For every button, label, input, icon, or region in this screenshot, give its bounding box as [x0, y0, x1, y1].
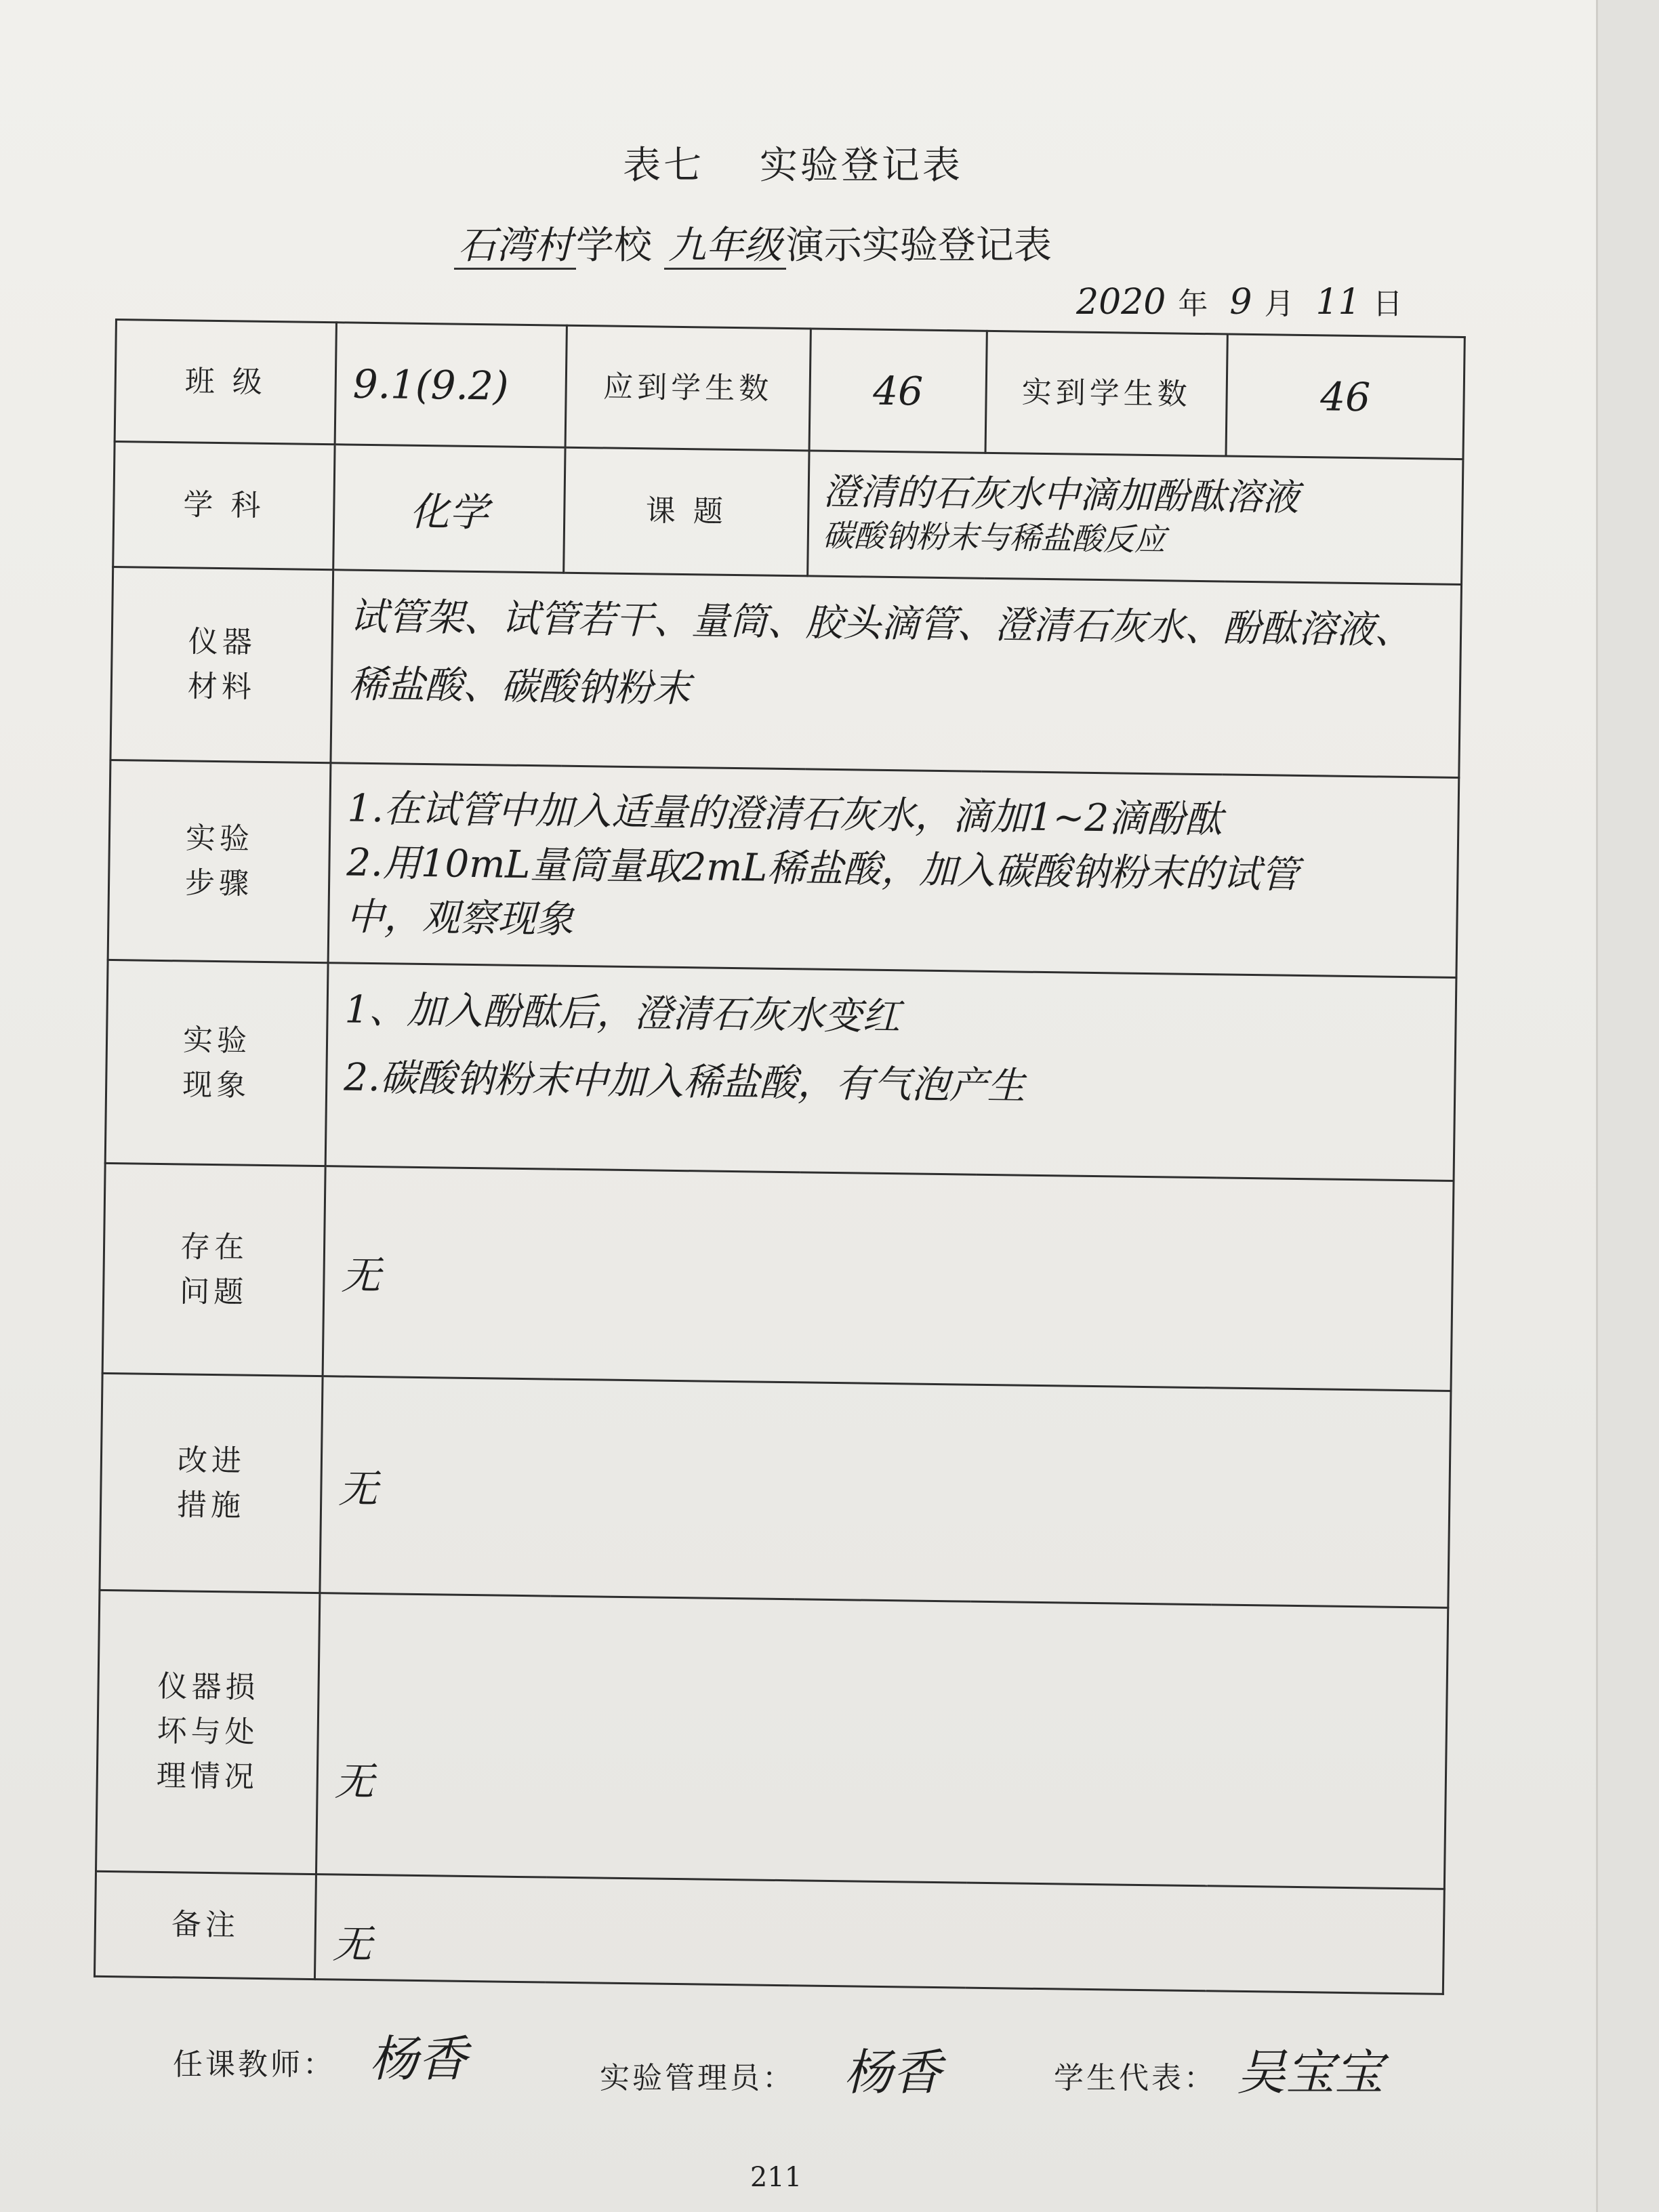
materials-label-line-1: 仪器 — [188, 624, 257, 660]
grade-value: 九年级 — [664, 224, 786, 270]
row-class — [115, 320, 1465, 459]
materials-label — [110, 567, 333, 762]
expected-students-label: 应到学生数 — [565, 325, 811, 451]
row-phenomena — [105, 960, 1456, 1181]
row-improvements — [100, 1373, 1451, 1607]
phenomena-line-1: 1、加入酚酞后，澄清石灰水变红 — [344, 987, 901, 1040]
steps-label-line-2: 步骤 — [184, 865, 253, 901]
date-year-label: 年 — [1178, 287, 1208, 321]
record-date — [1064, 279, 1403, 323]
materials-label-line-2: 材料 — [187, 669, 256, 705]
problems-label — [102, 1163, 325, 1376]
school-suffix: 学校 — [576, 224, 652, 268]
improvements-label — [100, 1373, 323, 1593]
signature-line — [173, 2026, 1528, 2108]
topic-line-2: 碳酸钠粉末与稀盐酸反应 — [822, 516, 1166, 558]
row-problems — [102, 1163, 1454, 1391]
steps-label — [108, 760, 331, 962]
problems-value: 无 — [323, 1166, 1454, 1391]
student-rep-label: 学生代表： — [1054, 2061, 1216, 2095]
damage-value: 无 — [316, 1593, 1448, 1889]
damage-label-line-3: 理情况 — [156, 1758, 259, 1795]
subject-value: 化学 — [333, 445, 565, 573]
steps-line-2: 2.用10mL量筒量取2mL稀盐酸，加入碳酸钠粉末的试管 — [346, 840, 1299, 897]
phenomena-label-line-2: 现象 — [182, 1067, 251, 1103]
row-subject — [113, 442, 1463, 585]
row-materials — [110, 567, 1462, 777]
teacher-label: 任课教师： — [173, 2047, 335, 2082]
teacher-signature: 杨香 — [369, 2030, 468, 2087]
student-rep-signature: 吴宝宝 — [1237, 2044, 1384, 2101]
class-label: 班 级 — [115, 320, 336, 445]
remarks-value: 无 — [314, 1875, 1444, 1994]
remarks-label: 备注 — [94, 1871, 316, 1979]
topic-label: 课 题 — [564, 447, 809, 576]
materials-value — [331, 570, 1462, 778]
problems-label-line-1: 存在 — [180, 1229, 249, 1265]
row-damage — [96, 1590, 1448, 1889]
date-year: 2020 — [1076, 282, 1166, 323]
document-title — [0, 136, 1586, 190]
school-name: 石湾村 — [454, 224, 576, 270]
date-day-label: 日 — [1372, 287, 1403, 321]
experiment-registration-table — [94, 319, 1466, 1995]
phenomena-line-2: 2.碳酸钠粉末中加入稀盐酸，有气泡产生 — [343, 1055, 1026, 1109]
steps-line-1: 1.在试管中加入适量的澄清石灰水，滴加1~2滴酚酞 — [347, 786, 1223, 842]
row-remarks — [94, 1871, 1444, 1994]
damage-label — [96, 1590, 320, 1874]
adjacent-page-edge — [1596, 0, 1659, 2212]
phenomena-label-line-1: 实验 — [182, 1022, 251, 1059]
admin-label: 实验管理员： — [600, 2061, 795, 2095]
damage-label-line-2: 坏与处 — [157, 1713, 260, 1750]
problems-label-line-2: 问题 — [179, 1273, 248, 1310]
date-month: 9 — [1229, 282, 1252, 323]
steps-line-3: 中，观察现象 — [346, 895, 574, 942]
topic-line-1: 澄清的石灰水中滴加酚酞溶液 — [823, 470, 1300, 519]
actual-students-value: 46 — [1226, 334, 1465, 459]
subtitle-suffix: 演示实验登记表 — [785, 224, 1052, 268]
improvements-label-line-2: 措施 — [176, 1487, 245, 1523]
phenomena-value — [325, 963, 1456, 1181]
page-number: 211 — [750, 2162, 802, 2193]
steps-value — [328, 763, 1459, 978]
row-steps — [108, 760, 1459, 977]
title-table-number: 表七 — [623, 144, 705, 188]
admin-signature: 杨香 — [844, 2044, 942, 2101]
subject-label: 学 科 — [113, 442, 335, 570]
materials-line-2: 稀盐酸、碳酸钠粉末 — [348, 662, 691, 712]
actual-students-label: 实到学生数 — [985, 331, 1227, 456]
topic-value — [808, 451, 1463, 585]
class-value: 9.1(9.2) — [335, 323, 567, 447]
date-day: 11 — [1315, 282, 1361, 323]
date-month-label: 月 — [1264, 287, 1294, 321]
damage-label-line-1: 仪器损 — [157, 1668, 260, 1705]
improvements-value: 无 — [320, 1376, 1451, 1608]
materials-line-1: 试管架、试管若干、量筒、胶头滴管、澄清石灰水、酚酞溶液、 — [349, 594, 1413, 653]
improvements-label-line-1: 改进 — [177, 1442, 246, 1479]
phenomena-label — [105, 960, 328, 1166]
expected-students-value: 46 — [809, 329, 987, 453]
document-subtitle — [454, 216, 1052, 270]
title-text: 实验登记表 — [759, 144, 963, 188]
steps-label-line-1: 实验 — [185, 821, 254, 857]
